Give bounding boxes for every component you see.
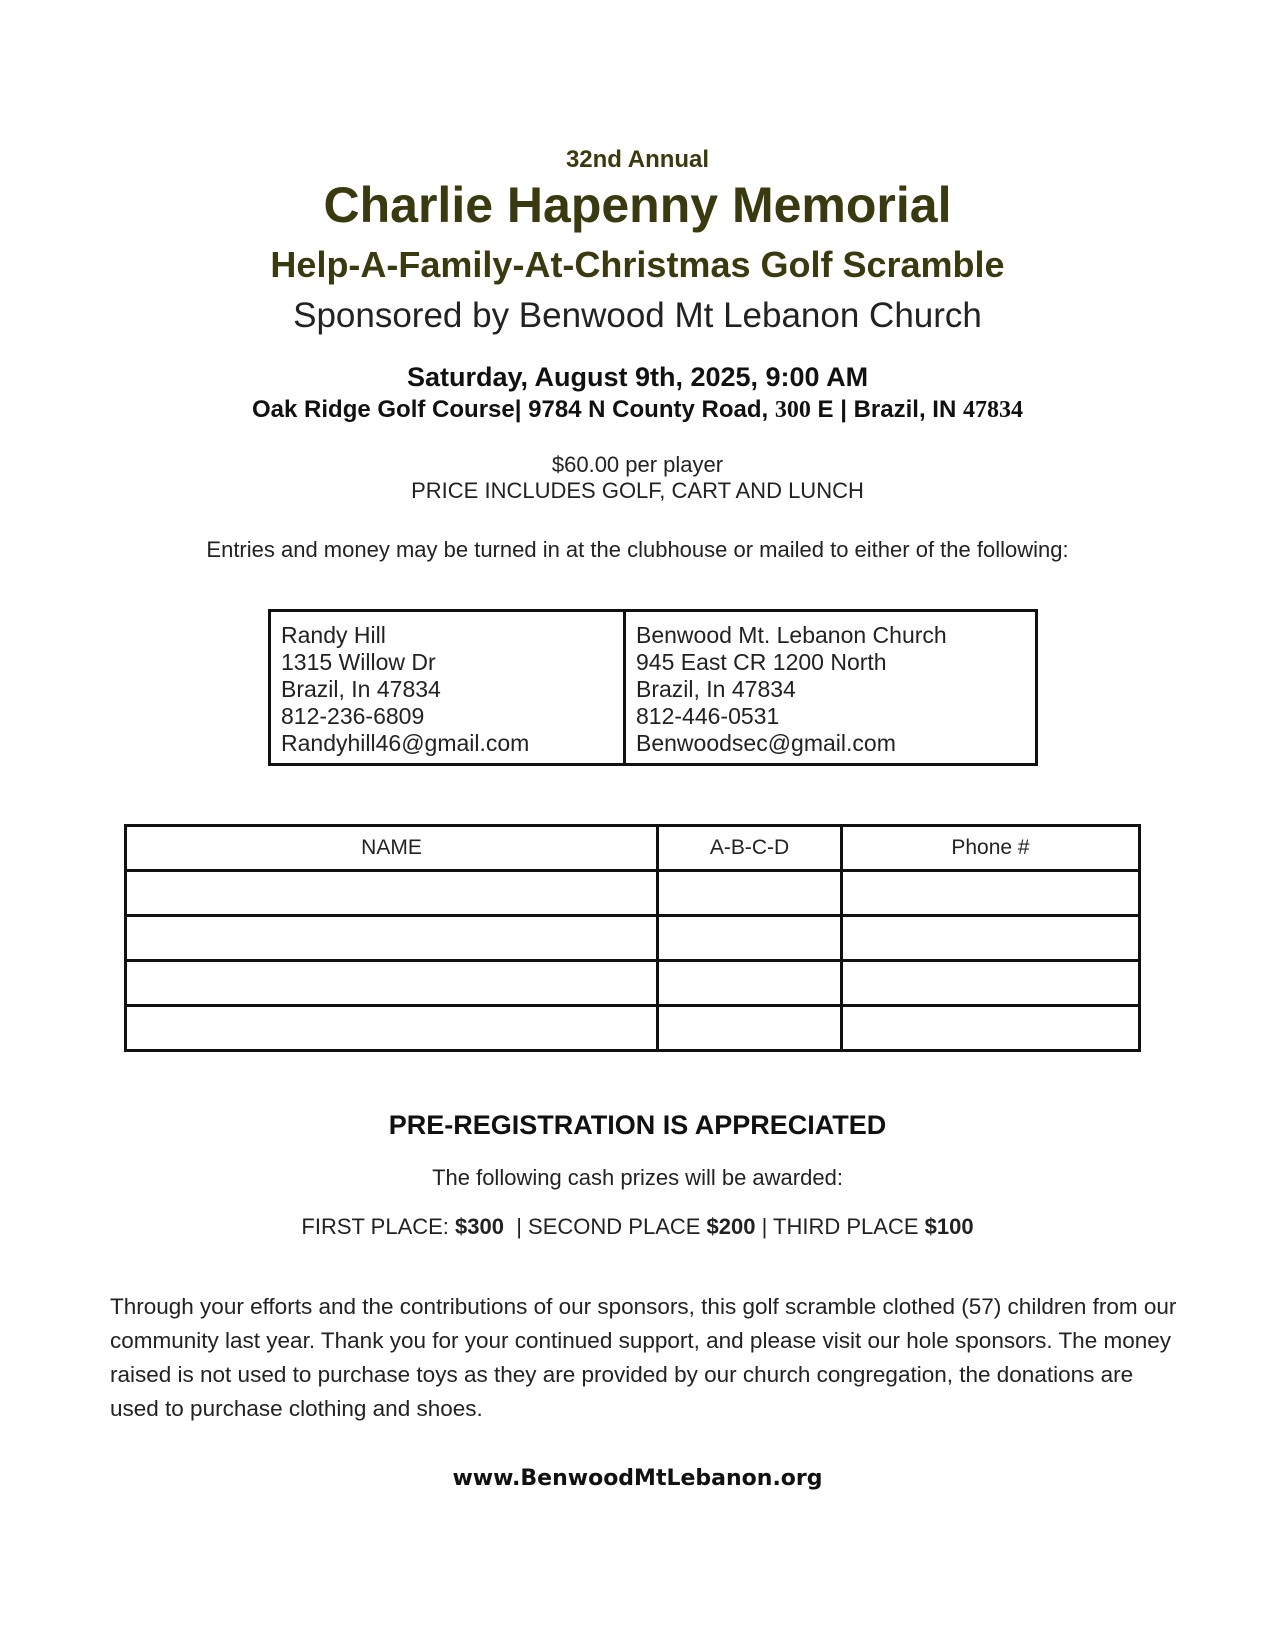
prizes-line: FIRST PLACE: $300 | SECOND PLACE $200 | THIRD PLACE $100 [301, 1214, 974, 1239]
prize-amount-second: $200 [706, 1214, 756, 1239]
contact-street: 1315 Willow Dr [281, 649, 436, 675]
table-row [126, 1006, 1140, 1051]
contact-church [626, 612, 1035, 763]
prize-label-second: SECOND PLACE [528, 1214, 707, 1239]
abcd-cell[interactable] [658, 871, 842, 916]
column-header-phone: Phone # [842, 826, 1140, 871]
event-date: Saturday, August 9th, 2025, 9:00 AM [406, 362, 869, 392]
venue-name: Oak Ridge Golf Course| [252, 396, 522, 423]
name-cell[interactable] [126, 916, 658, 961]
prize-amount-third: $100 [924, 1214, 974, 1239]
sponsor-line: Sponsored by Benwood Mt Lebanon Church [293, 296, 982, 335]
prize-label-third: THIRD PLACE [773, 1214, 925, 1239]
registration-table [124, 824, 1141, 1052]
contact-phone: 812-446-0531 [636, 703, 780, 729]
name-cell[interactable] [126, 961, 658, 1006]
contact-city: Brazil, In 47834 [281, 676, 441, 702]
venue-address-3: E | Brazil [817, 396, 919, 423]
phone-cell[interactable] [842, 871, 1140, 916]
page-title: Charlie Hapenny Memorial [323, 177, 952, 233]
prize-amount-first: $300 [455, 1214, 504, 1239]
venue-address-2: 300 [774, 397, 811, 423]
phone-cell[interactable] [842, 1006, 1140, 1051]
abcd-cell[interactable] [658, 916, 842, 961]
mailing-addresses-box [268, 609, 1038, 766]
contact-email: Randyhill46@gmail.com [281, 730, 530, 756]
website-link[interactable]: www.BenwoodMtLebanon.org [452, 1466, 823, 1491]
contact-name: Benwood Mt. Lebanon Church [636, 622, 947, 648]
column-header-name: NAME [126, 826, 658, 871]
table-row [126, 961, 1140, 1006]
contact-name: Randy Hill [281, 622, 386, 648]
phone-cell[interactable] [842, 916, 1140, 961]
name-cell[interactable] [126, 1006, 658, 1051]
name-cell[interactable] [126, 871, 658, 916]
prizes-intro: The following cash prizes will be awarded: [432, 1165, 843, 1190]
contact-randy-hill [271, 612, 626, 763]
abcd-cell[interactable] [658, 1006, 842, 1051]
table-header-row [126, 826, 1140, 871]
contact-phone: 812-236-6809 [281, 703, 425, 729]
abcd-cell[interactable] [658, 961, 842, 1006]
page-subtitle: Help-A-Family-At-Christmas Golf Scramble [270, 244, 1005, 285]
entries-instructions: Entries and money may be turned in at the clubhouse or mailed to either of the following: [206, 537, 1069, 562]
column-header-abcd: A-B-C-D [658, 826, 842, 871]
price: $60.00 per player [551, 452, 724, 477]
contact-street: 945 East CR 1200 North [636, 649, 887, 675]
kicker: 32nd Annual [565, 146, 710, 173]
table-row [126, 871, 1140, 916]
venue-address-1: 9784 N County Road [528, 396, 762, 423]
contact-city: Brazil, In 47834 [636, 676, 796, 702]
thank-you-paragraph: Through your efforts and the contributions of our sponsors, this golf scramble clothed (57) children from our community last year. Thank you for your continued support, and please visit our hole sponsors. The money raised is not used to purchase toys as they are provided by our church congregation, the donations are used to purchase clothing and shoes. [110, 1294, 1177, 1421]
venue-zip: 47834 [962, 397, 1023, 423]
table-row [126, 916, 1140, 961]
event-venue: Oak Ridge Golf Course| 9784 N County Road, 300 E | Brazil, IN 47834 [252, 396, 1023, 423]
prize-label-first: FIRST PLACE: [301, 1214, 456, 1239]
venue-address-4: IN [932, 396, 957, 423]
phone-cell[interactable] [842, 961, 1140, 1006]
contact-email: Benwoodsec@gmail.com [636, 730, 896, 756]
price-includes: PRICE INCLUDES GOLF, CART AND LUNCH [411, 478, 864, 503]
preregistration-notice: PRE-REGISTRATION IS APPRECIATED [388, 1110, 887, 1140]
